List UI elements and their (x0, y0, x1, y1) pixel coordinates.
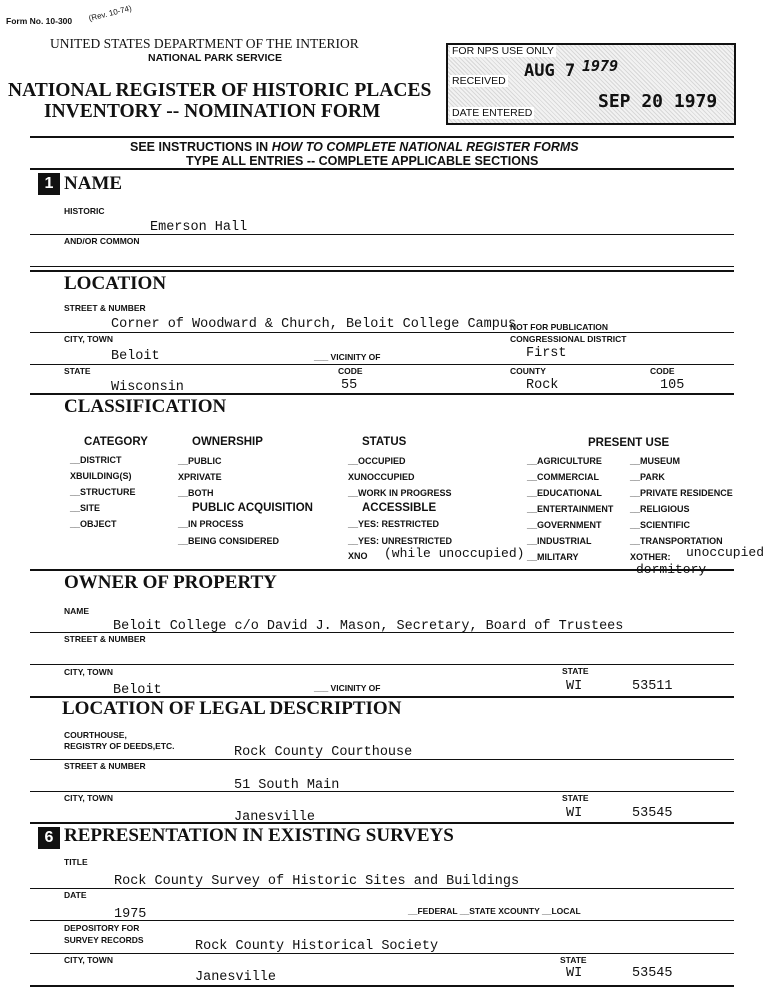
historic-label: HISTORIC (64, 206, 105, 216)
historic-value: Emerson Hall (150, 220, 248, 235)
form-number: Form No. 10-300 (6, 16, 73, 26)
common-label: AND/OR COMMON (64, 236, 140, 246)
survey-city-label: CITY, TOWN (64, 955, 113, 965)
survey-title-label: TITLE (64, 857, 88, 867)
owner-city-value: Beloit (113, 683, 162, 698)
owner-heading: OWNER OF PROPERTY (64, 572, 277, 593)
owner-state-label: STATE (562, 666, 589, 676)
instructions-line2: TYPE ALL ENTRIES -- COMPLETE APPLICABLE SECTIONS (186, 154, 539, 168)
legal-city-value: Janesville (234, 810, 316, 825)
service-name: NATIONAL PARK SERVICE (148, 52, 282, 64)
location-code-label: CODE (338, 366, 363, 376)
present-use-header: PRESENT USE (588, 437, 670, 449)
legal-street-label: STREET & NUMBER (64, 761, 146, 771)
use-agriculture[interactable]: __AGRICULTURE (527, 456, 602, 466)
legal-state-label: STATE (562, 793, 589, 803)
use-transportation[interactable]: __TRANSPORTATION (630, 536, 723, 546)
survey-city-value: Janesville (195, 970, 277, 985)
location-code-value: 55 (341, 378, 358, 393)
classification-heading: CLASSIFICATION (64, 396, 227, 417)
use-entertainment[interactable]: __ENTERTAINMENT (527, 504, 614, 514)
county-code-value: 105 (660, 378, 685, 393)
survey-state-value: WI (566, 966, 583, 981)
category-header: CATEGORY (84, 436, 148, 448)
instructions-line1: SEE INSTRUCTIONS IN HOW TO COMPLETE NATIONAL REGISTER FORMS (130, 140, 579, 154)
use-military[interactable]: __MILITARY (527, 552, 579, 562)
nps-use-only-box (446, 43, 736, 125)
name-heading: NAME (64, 173, 123, 194)
use-other-struck: dormitory (636, 562, 707, 577)
status-work-in-progress[interactable]: __WORK IN PROGRESS (348, 488, 452, 498)
owner-city-label: CITY, TOWN (64, 667, 113, 677)
category-buildings[interactable]: XBUILDING(S) (70, 471, 132, 481)
use-scientific[interactable]: __SCIENTIFIC (630, 520, 691, 530)
use-other[interactable]: XOTHER: (630, 552, 671, 562)
survey-date-value: 1975 (114, 907, 147, 922)
accessible-header: ACCESSIBLE (362, 502, 437, 514)
category-district[interactable]: __DISTRICT (70, 455, 122, 465)
legal-heading: LOCATION OF LEGAL DESCRIPTION (62, 698, 402, 719)
form-title-line2: INVENTORY -- NOMINATION FORM (44, 101, 381, 122)
location-state-label: STATE (64, 366, 91, 376)
location-state-value: Wisconsin (111, 380, 184, 395)
district-value: First (526, 346, 567, 361)
section-number-1: 1 (38, 173, 60, 195)
owner-state-value: WI (566, 679, 583, 694)
status-occupied[interactable]: __OCCUPIED (348, 456, 406, 466)
use-other-value: unoccupied (686, 545, 765, 560)
status-header: STATUS (362, 436, 407, 448)
legal-state-value: WI (566, 806, 583, 821)
location-city-value: Beloit (111, 349, 160, 364)
depository-label-2: SURVEY RECORDS (64, 935, 144, 945)
received-stamp: AUG 7 (524, 61, 576, 81)
acquisition-being-considered[interactable]: __BEING CONSIDERED (178, 536, 280, 546)
location-street-value: Corner of Woodward & Church, Beloit College Campus (111, 317, 517, 332)
owner-zip: 53511 (632, 679, 673, 694)
use-government[interactable]: __GOVERNMENT (527, 520, 602, 530)
location-heading: LOCATION (64, 273, 167, 294)
location-city-label: CITY, TOWN (64, 334, 113, 344)
county-code-label: CODE (650, 366, 675, 376)
use-museum[interactable]: __MUSEUM (630, 456, 681, 466)
acquisition-in-process[interactable]: __IN PROCESS (178, 519, 244, 529)
status-unoccupied[interactable]: XUNOCCUPIED (348, 472, 415, 482)
ownership-public[interactable]: __PUBLIC (178, 456, 222, 466)
date-entered-label: DATE ENTERED (452, 107, 533, 119)
category-site[interactable]: __SITE (70, 503, 101, 513)
ownership-private[interactable]: XPRIVATE (178, 472, 222, 482)
district-label: CONGRESSIONAL DISTRICT (510, 334, 627, 344)
not-for-publication: NOT FOR PUBLICATION (510, 322, 609, 332)
use-private-residence[interactable]: __PRIVATE RESIDENCE (630, 488, 733, 498)
county-value: Rock (526, 378, 559, 393)
owner-name-value: Beloit College c/o David J. Mason, Secretary, Board of Trustees (113, 619, 624, 634)
accessible-yes-unrestricted[interactable]: __YES: UNRESTRICTED (348, 536, 453, 546)
surveys-heading: REPRESENTATION IN EXISTING SURVEYS (64, 825, 454, 846)
category-object[interactable]: __OBJECT (70, 519, 117, 529)
public-acquisition-header: PUBLIC ACQUISITION (192, 502, 313, 514)
legal-street-value: 51 South Main (234, 778, 340, 793)
owner-vicinity: ___ VICINITY OF (314, 683, 381, 693)
legal-zip: 53545 (632, 806, 673, 821)
section-number-6: 6 (38, 827, 60, 849)
form-title-line1: NATIONAL REGISTER OF HISTORIC PLACES (8, 80, 432, 101)
use-commercial[interactable]: __COMMERCIAL (527, 472, 600, 482)
county-label: COUNTY (510, 366, 546, 376)
owner-street-label: STREET & NUMBER (64, 634, 146, 644)
category-structure[interactable]: __STRUCTURE (70, 487, 136, 497)
location-vicinity: ___ VICINITY OF (314, 352, 381, 362)
depository-label-1: DEPOSITORY FOR (64, 923, 140, 933)
survey-state-label: STATE (560, 955, 587, 965)
nps-box-header: FOR NPS USE ONLY (452, 45, 554, 57)
received-label: RECEIVED (452, 75, 506, 87)
use-educational[interactable]: __EDUCATIONAL (527, 488, 602, 498)
accessible-no[interactable]: XNO (348, 551, 368, 561)
legal-city-label: CITY, TOWN (64, 793, 113, 803)
courthouse-label-2: REGISTRY OF DEEDS,ETC. (64, 741, 175, 751)
received-year: 1979 (582, 57, 619, 75)
accessible-no-note: (while unoccupied) (384, 546, 525, 561)
courthouse-value: Rock County Courthouse (234, 745, 413, 760)
use-park[interactable]: __PARK (630, 472, 665, 482)
location-street-label: STREET & NUMBER (64, 303, 146, 313)
department-name: UNITED STATES DEPARTMENT OF THE INTERIOR (50, 36, 359, 51)
date-entered-stamp: SEP 20 1979 (598, 91, 718, 112)
survey-title-value: Rock County Survey of Historic Sites and Buildings (114, 874, 520, 889)
owner-name-label: NAME (64, 606, 90, 616)
ownership-both[interactable]: __BOTH (178, 488, 214, 498)
depository-value: Rock County Historical Society (195, 939, 439, 954)
form-revision: (Rev. 10-74) (87, 3, 133, 24)
ownership-header: OWNERSHIP (192, 436, 263, 448)
accessible-yes-restricted[interactable]: __YES: RESTRICTED (348, 519, 440, 529)
use-industrial[interactable]: __INDUSTRIAL (527, 536, 592, 546)
courthouse-label-1: COURTHOUSE, (64, 730, 127, 740)
use-religious[interactable]: __RELIGIOUS (630, 504, 690, 514)
survey-date-label: DATE (64, 890, 87, 900)
survey-zip: 53545 (632, 966, 673, 981)
survey-levels: __FEDERAL __STATE XCOUNTY __LOCAL (408, 906, 581, 916)
